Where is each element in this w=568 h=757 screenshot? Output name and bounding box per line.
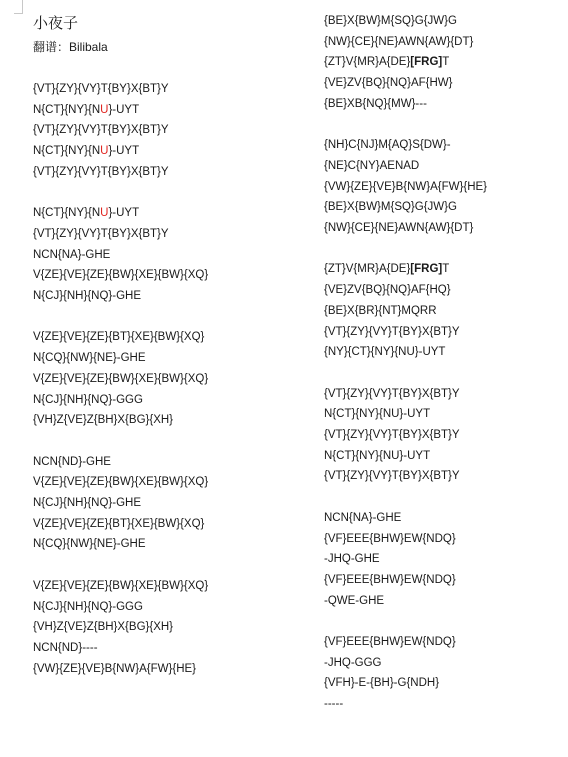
- note-text: V{ZE}{VE}{ZE}{BW}{XE}{BW}{XQ}: [33, 372, 209, 385]
- score-line: [33, 369, 208, 390]
- note-text: NCN{ND}----: [33, 641, 98, 654]
- note-text: {VW}{ZE}{VE}B{NW}A{FW}{HE}: [33, 662, 197, 675]
- score-line: [324, 11, 457, 32]
- score-line: [324, 425, 460, 446]
- note-text: {NY}{CT}{NY}{NU}-UYT: [324, 346, 446, 359]
- note-text: N{CT}{NY}{NU}-UYT: [324, 449, 431, 462]
- note-text: N{CT}{NY}{N: [33, 207, 101, 220]
- score-line: [33, 100, 139, 121]
- note-text: {VH}Z{VE}Z{BH}X{BG}{XH}: [33, 621, 174, 634]
- note-text: V{ZE}{VE}{ZE}{BW}{XE}{BW}{XQ}: [33, 476, 209, 489]
- note-text: {NH}C{NJ}M{AQ}S{DW}-: [324, 139, 451, 152]
- note-text: {VT}{ZY}{VY}T{BY}X{BT}Y: [33, 227, 169, 240]
- note-text: }-UYT: [108, 103, 140, 116]
- note-text: {VW}{ZE}{VE}B{NW}A{FW}{HE}: [324, 180, 488, 193]
- score-line: [33, 141, 139, 162]
- note-text: {VT}{ZY}{VY}T{BY}X{BT}Y: [324, 470, 460, 483]
- score-line: [33, 203, 139, 224]
- score-line: [324, 673, 439, 694]
- score-line: [33, 452, 111, 473]
- score-line: [324, 529, 456, 550]
- score-line: [324, 177, 487, 198]
- score-line: [33, 390, 143, 411]
- note-text: N{CQ}{NW}{NE}-GHE: [33, 538, 146, 551]
- score-line: [324, 404, 430, 425]
- note-text: {VF}EEE{BHW}EW{NDQ}: [324, 532, 456, 545]
- note-text: {VT}{ZY}{VY}T{BY}X{BT}Y: [33, 124, 169, 137]
- note-text: {VT}{ZY}{VY}T{BY}X{BT}Y: [324, 429, 460, 441]
- note-text: }-UYT: [108, 207, 140, 220]
- score-line: [33, 576, 208, 597]
- score-line: [324, 591, 384, 612]
- note-text: N{CJ}{NH}{NQ}-GGG: [33, 393, 143, 406]
- score-line: [324, 32, 473, 53]
- note-text: {VFH}-E-{BH}-G{NDH}: [324, 677, 440, 690]
- note-text: N{CJ}{NH}{NQ}-GGG: [33, 600, 143, 613]
- score-line: [33, 638, 98, 659]
- score-line: [324, 280, 451, 301]
- score-line: [33, 286, 141, 307]
- score-line: [33, 534, 145, 555]
- score-line: [324, 653, 382, 674]
- score-line: [324, 197, 457, 218]
- score-line: [33, 265, 208, 286]
- note-text: {ZT}V{MR}A{DE}: [324, 263, 411, 276]
- note-text: V{ZE}{VE}{ZE}{BT}{XE}{BW}{XQ}: [33, 331, 205, 344]
- score-line: [33, 472, 208, 493]
- highlighted-note: U: [100, 145, 109, 158]
- score-line: [324, 218, 473, 239]
- note-text: {NW}{CE}{NE}AWN{AW}{DT}: [324, 222, 474, 234]
- note-text: {VF}EEE{BHW}EW{NDQ}: [324, 573, 456, 586]
- score-line: [33, 224, 169, 245]
- note-text: N{CQ}{NW}{NE}-GHE: [33, 352, 146, 365]
- note-text: V{ZE}{VE}{ZE}{BT}{XE}{BW}{XQ}: [33, 517, 205, 530]
- note-text: {NW}{CE}{NE}AWN{AW}{DT}: [324, 35, 474, 48]
- note-text: {VE}ZV{BQ}{NQ}AF{HQ}: [324, 284, 451, 297]
- note-text: {VT}{ZY}{VY}T{BY}X{BT}Y: [324, 387, 460, 400]
- note-text: N{CJ}{NH}{NQ}-GHE: [33, 290, 142, 302]
- note-text: {BE}X{BR}{NT}MQRR: [324, 304, 437, 317]
- document-subtitle: 翻谱：Bilibala: [33, 40, 108, 54]
- document-title: 小夜子: [33, 15, 79, 32]
- score-line: [324, 508, 401, 529]
- score-line: [33, 617, 173, 638]
- bold-note-group: [FRG]: [410, 263, 443, 276]
- score-line: [324, 156, 419, 177]
- score-line: [33, 245, 110, 266]
- score-line: [33, 514, 204, 535]
- note-text: T: [442, 263, 450, 276]
- note-text: V{ZE}{VE}{ZE}{BW}{XE}{BW}{XQ}: [33, 269, 209, 282]
- note-text: NCN{NA}-GHE: [324, 511, 402, 524]
- score-line: [33, 597, 143, 618]
- note-text: {VT}{ZY}{VY}T{BY}X{BT}Y: [33, 165, 169, 178]
- score-line: [33, 348, 145, 369]
- note-text: {BE}X{BW}M{SQ}G{JW}G: [324, 201, 457, 214]
- note-text: {VT}{ZY}{VY}T{BY}X{BT}Y: [33, 83, 169, 95]
- score-line: [324, 384, 460, 405]
- note-text: {NE}C{NY}AENAD: [324, 159, 420, 172]
- page-corner-mark: [14, 0, 23, 14]
- score-line: [324, 694, 343, 715]
- score-line: [33, 327, 204, 348]
- score-line: [324, 466, 460, 487]
- score-line: [324, 259, 449, 280]
- note-text: N{CT}{NY}{N: [33, 103, 101, 116]
- note-text: }-UYT: [108, 145, 140, 158]
- note-text: -JHQ-GGG: [324, 656, 382, 669]
- note-text: NCN{NA}-GHE: [33, 248, 111, 261]
- note-text: V{ZE}{VE}{ZE}{BW}{XE}{BW}{XQ}: [33, 579, 209, 592]
- score-line: [33, 79, 169, 100]
- note-text: {VF}EEE{BHW}EW{NDQ}: [324, 636, 456, 648]
- score-line: [33, 120, 169, 141]
- note-text: N{CT}{NY}{NU}-UYT: [324, 408, 431, 421]
- score-line: [33, 493, 141, 514]
- note-text: T: [442, 56, 450, 69]
- note-text: NCN{ND}-GHE: [33, 455, 111, 468]
- highlighted-note: U: [100, 207, 109, 220]
- note-text: -QWE-GHE: [324, 594, 385, 607]
- score-line: [324, 446, 430, 467]
- score-line: [33, 659, 196, 680]
- note-text: -JHQ-GHE: [324, 553, 380, 566]
- note-text: {BE}XB{NQ}{MW}---: [324, 97, 427, 110]
- score-line: [324, 322, 460, 343]
- score-line: [324, 135, 451, 156]
- score-line: [324, 549, 380, 570]
- score-line: [324, 342, 445, 363]
- note-text: {VT}{ZY}{VY}T{BY}X{BT}Y: [324, 325, 460, 338]
- bold-note-group: [FRG]: [410, 56, 443, 69]
- note-text: {BE}X{BW}M{SQ}G{JW}G: [324, 15, 457, 27]
- note-text: -----: [324, 698, 344, 711]
- score-line: [324, 94, 427, 115]
- score-line: [33, 410, 173, 431]
- score-line: [324, 570, 456, 591]
- note-text: N{CT}{NY}{N: [33, 145, 101, 158]
- score-line: [324, 632, 456, 653]
- highlighted-note: U: [100, 103, 109, 116]
- score-line: [324, 73, 452, 94]
- score-line: [324, 301, 437, 322]
- note-text: {ZT}V{MR}A{DE}: [324, 56, 411, 69]
- score-line: [33, 162, 169, 183]
- note-text: N{CJ}{NH}{NQ}-GHE: [33, 497, 142, 509]
- note-text: {VE}ZV{BQ}{NQ}AF{HW}: [324, 77, 453, 90]
- note-text: {VH}Z{VE}Z{BH}X{BG}{XH}: [33, 414, 174, 427]
- score-line: [324, 52, 449, 73]
